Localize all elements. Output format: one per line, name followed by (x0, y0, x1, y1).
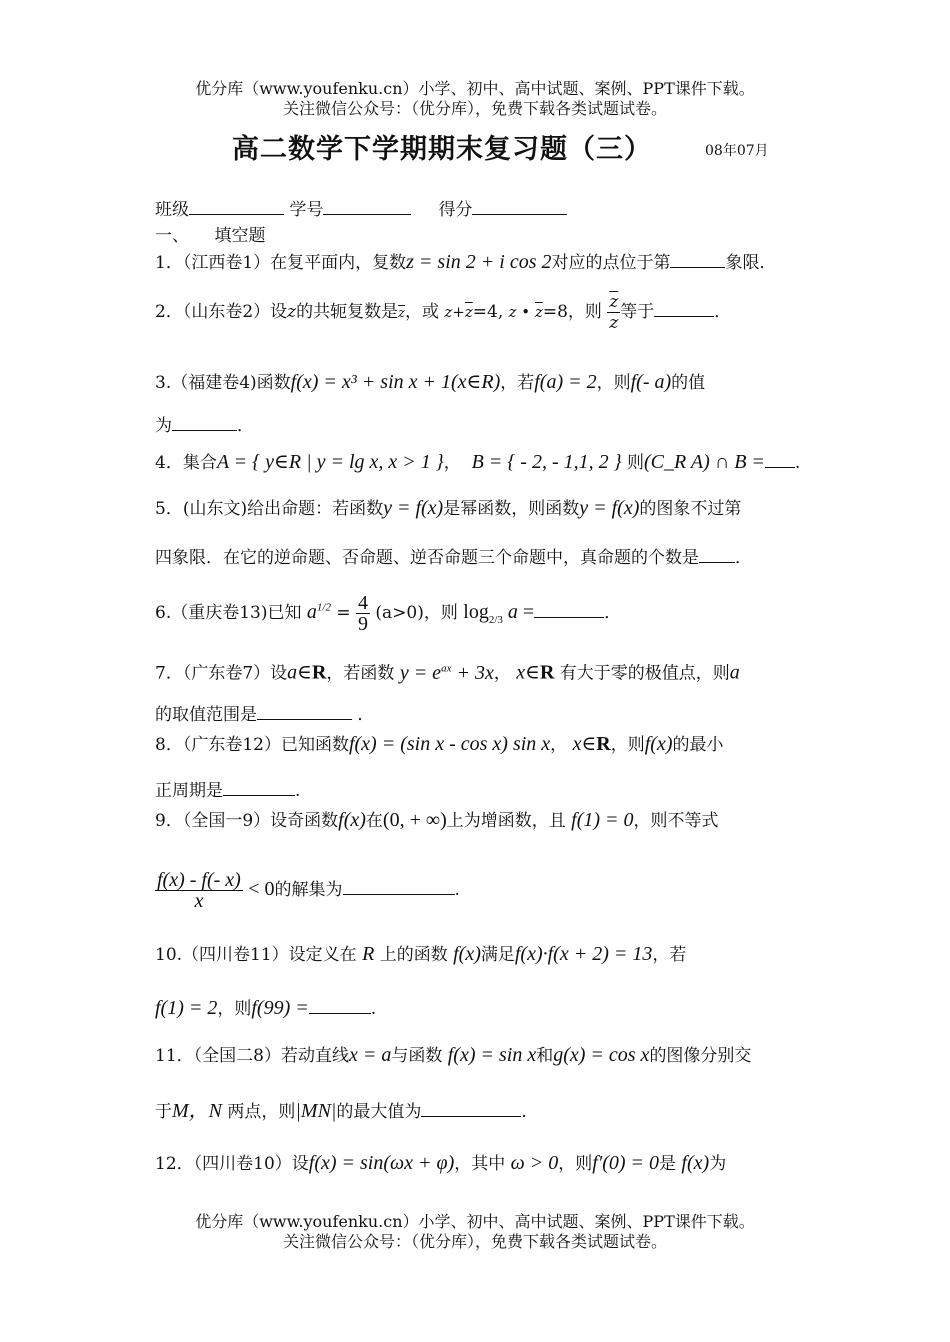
question-10-cont: f(1) = 2，则f(99) = . (155, 997, 377, 1019)
question-9: 9．（全国一9）设奇函数f(x)在(0, + ∞)上为增函数，且 f(1) = 0，则不等式 (155, 809, 719, 831)
question-5: 5．(山东文)给出命题：若函数y = f(x)是幂函数，则函数y = f(x)的图象不过第 (155, 497, 742, 519)
question-11: 11．（全国二8）若动直线x = a与函数 f(x) = sin x和g(x) = cos x的图像分别交 (155, 1044, 752, 1066)
question-3-cont: 为 ． (155, 416, 254, 436)
question-8: 8．（广东卷12）已知函数f(x) = (sin x - cos x) sin x， x∈R，则f(x)的最小 (155, 733, 724, 755)
score-blank (472, 198, 567, 215)
inequality-fraction: $\frac{f(x) - f(- x)}{x}$ (157, 869, 241, 912)
question-4: 4．集合A = { y∈R | y = lg x, x > 1 }， B = { - 2, - 1,1, 2 } 则(C_R A) ∩ B = . (155, 451, 801, 473)
header-line-1: 优分库（www.youfenku.cn）小学、初中、高中试题、案例、PPT课件下载。 (195, 79, 755, 98)
date: 08年07月 (705, 143, 769, 159)
page-title: 高二数学下学期期末复习题（三） (232, 134, 652, 165)
header-line-2: 关注微信公众号：（优分库），免费下载各类试题试卷。 (282, 99, 667, 118)
question-8-cont: 正周期是 . (155, 781, 301, 801)
id-label: 学号 (289, 200, 324, 220)
question-5-cont: 四象限．在它的逆命题、否命题、逆否命题三个命题中，真命题的个数是 ． (155, 548, 752, 568)
score-label: 得分 (438, 200, 473, 220)
question-3: 3.（福建卷4)函数f(x) = x³ + sin x + 1(x∈R)，若f(a) = 2，则f(- a)的值 (155, 371, 706, 393)
class-blank (189, 198, 284, 215)
question-9-cont: $\frac{f(x) - f(- x)}{x}$ < 0的解集为 . (157, 869, 460, 912)
question-6: 6.（重庆卷13)已知 $a^{1/2}$ = $\frac{4}{9}$ (a>0)，则 $\log_{2/3} a$ = ． (155, 592, 622, 635)
footer-line-2: 关注微信公众号：（优分库），免费下载各类试题试卷。 (282, 1232, 667, 1251)
question-2: 2．（山东卷2）设z的共轭复数是$\overline{z}$，或 $z+\overline{z}=4$, z • $\overline{z}=8$，则 $\frac{\overline{z}}{z}$ 等于 ． (155, 292, 732, 333)
footer-line-1: 优分库（www.youfenku.cn）小学、初中、高中试题、案例、PPT课件下载。 (195, 1212, 755, 1231)
fraction-4-9: $\frac{4}{9}$ (358, 592, 369, 635)
question-1: 1．（江西卷1）在复平面内，复数z = sin 2 + i cos 2对应的点位于第 象限． (155, 251, 777, 273)
class-label: 班级 (155, 200, 189, 220)
question-10: 10.（四川卷11）设定义在 R 上的函数 f(x)满足f(x)·f(x + 2) = 13，若 (155, 943, 687, 965)
question-11-cont: 于M，N 两点，则|MN|的最大值为 . (155, 1100, 527, 1122)
info-row (155, 198, 567, 222)
question-7-cont: 的取值范围是 ． (155, 705, 375, 725)
question-7: 7．（广东卷7）设a∈R，若函数 $y = e^{ax} + 3x$， x∈R 有大于零的极值点，则a (155, 661, 740, 684)
section-heading: 一、 填空题 (155, 226, 266, 246)
conj-fraction: $\frac{\overline{z}}{z}$ (609, 292, 619, 333)
id-blank (323, 198, 411, 215)
question-12: 12．（四川卷10）设f(x) = sin(ωx + φ)，其中 ω > 0，则f′(0) = 0是 f(x)为 (155, 1152, 727, 1174)
